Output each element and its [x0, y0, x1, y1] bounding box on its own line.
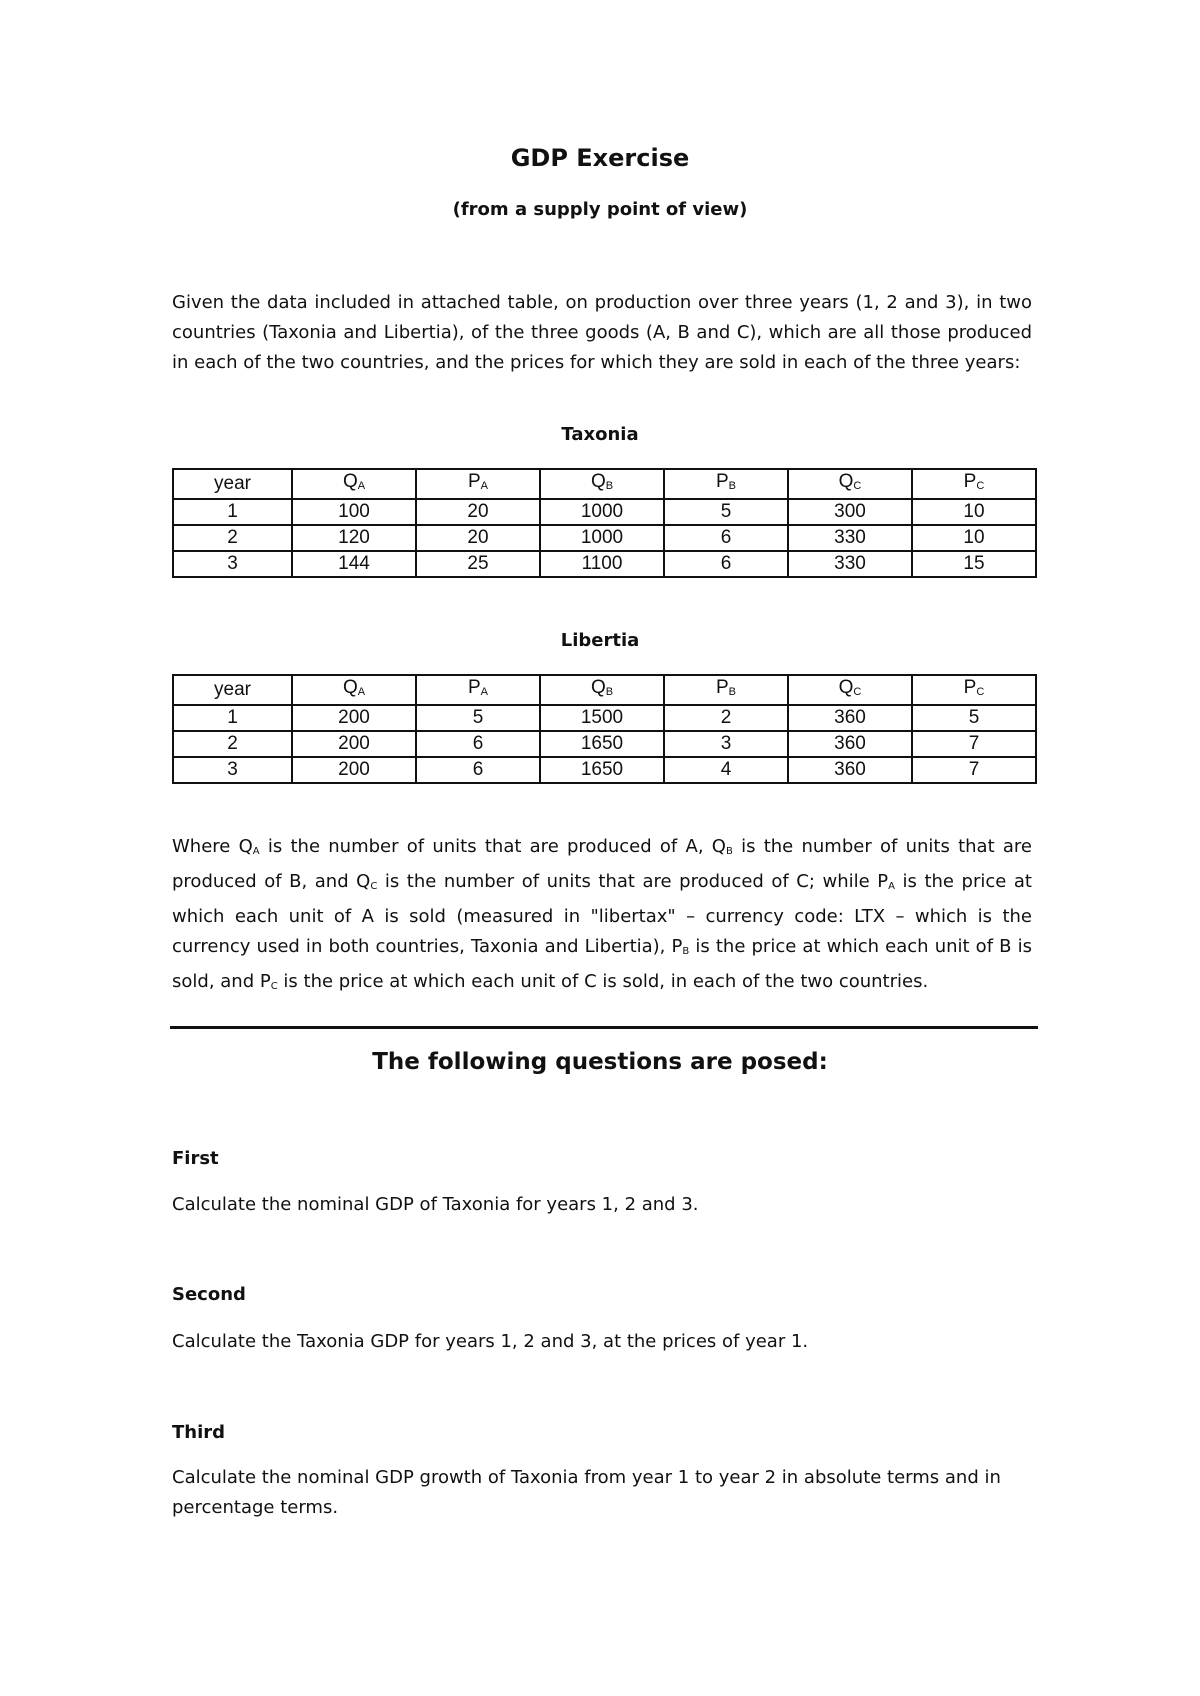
table-cell: 4: [664, 757, 788, 783]
table-cell: 5: [912, 705, 1036, 731]
table-cell: 6: [664, 525, 788, 551]
definitions-paragraph: [172, 832, 1032, 1002]
column-header: QB: [540, 469, 664, 499]
table-cell: 360: [788, 757, 912, 783]
column-header: PC: [912, 469, 1036, 499]
definitions-text: Where: [172, 836, 239, 857]
table-cell: 330: [788, 525, 912, 551]
table-header-row: [173, 469, 1036, 499]
question-text-first: Calculate the nominal GDP of Taxonia for years 1, 2 and 3.: [172, 1194, 699, 1215]
column-header: PA: [416, 675, 540, 705]
table-cell: 6: [416, 731, 540, 757]
table-cell: 360: [788, 705, 912, 731]
column-header: QC: [788, 675, 912, 705]
definitions-text: is the number of units that are produced of C; while: [377, 871, 878, 892]
table-cell: 1650: [540, 757, 664, 783]
table-cell: 2: [173, 731, 292, 757]
table-cell: 6: [416, 757, 540, 783]
table-cell: 360: [788, 731, 912, 757]
table-row: [173, 705, 1036, 731]
document-subtitle: (from a supply point of view): [452, 199, 748, 220]
section-divider: [170, 1026, 1038, 1029]
column-header: QC: [788, 469, 912, 499]
table-cell: 100: [292, 499, 416, 525]
question-label-third: Third: [172, 1422, 226, 1443]
table-cell: 7: [912, 731, 1036, 757]
table-cell: 25: [416, 551, 540, 577]
table-row: [173, 731, 1036, 757]
column-header: PB: [664, 469, 788, 499]
table-cell: 5: [416, 705, 540, 731]
symbol-qc: $Q_C$: [356, 871, 378, 892]
taxonia-table: [172, 468, 1037, 578]
table-cell: 144: [292, 551, 416, 577]
table-cell: 3: [664, 731, 788, 757]
column-header: PA: [416, 469, 540, 499]
libertia-table-header: [173, 675, 1036, 705]
table-row: [173, 757, 1036, 783]
taxonia-table-header: [173, 469, 1036, 499]
table-header-row: [173, 675, 1036, 705]
table-cell: 1100: [540, 551, 664, 577]
questions-heading: The following questions are posed:: [372, 1049, 828, 1075]
taxonia-table-title: Taxonia: [561, 424, 639, 445]
symbol-qb: $Q_B$: [711, 836, 733, 857]
symbol-pb: $P_B$: [671, 936, 690, 957]
column-header: year: [173, 675, 292, 705]
table-row: [173, 525, 1036, 551]
libertia-table-title: Libertia: [560, 630, 640, 651]
table-cell: 1650: [540, 731, 664, 757]
definitions-text: is the price at which each unit of C is sold, in each of the two countries.: [277, 971, 929, 992]
table-cell: 330: [788, 551, 912, 577]
question-label-second: Second: [172, 1284, 246, 1305]
table-cell: 10: [912, 499, 1036, 525]
table-cell: 6: [664, 551, 788, 577]
table-cell: 1500: [540, 705, 664, 731]
intro-paragraph: Given the data included in attached table, on production over three years (1, 2 and 3), in two countries (Taxonia and Libertia), of the three goods (A, B and C), which are all those produced in each of the two countries, and the prices for which they are sold in each of the three years:: [172, 292, 1032, 373]
table-cell: 1: [173, 499, 292, 525]
column-header: year: [173, 469, 292, 499]
table-cell: 1000: [540, 525, 664, 551]
definitions-text: is the number of units that are produced of A,: [259, 836, 712, 857]
table-cell: 2: [664, 705, 788, 731]
libertia-table-body: [173, 705, 1036, 783]
table-cell: 5: [664, 499, 788, 525]
table-cell: 20: [416, 525, 540, 551]
table-cell: 3: [173, 757, 292, 783]
definitions-text: is the price at which each unit of B is sold, and: [172, 936, 1032, 992]
taxonia-table-body: [173, 499, 1036, 577]
table-cell: 10: [912, 525, 1036, 551]
column-header: PB: [664, 675, 788, 705]
table-cell: 200: [292, 705, 416, 731]
table-cell: 300: [788, 499, 912, 525]
table-row: [173, 499, 1036, 525]
column-header: QB: [540, 675, 664, 705]
column-header: QA: [292, 675, 416, 705]
symbol-pc: $P_C$: [259, 971, 278, 992]
table-cell: 200: [292, 731, 416, 757]
question-text-third: Calculate the nominal GDP growth of Taxonia from year 1 to year 2 in absolute terms and in percentage terms.: [172, 1467, 1001, 1518]
table-cell: 200: [292, 757, 416, 783]
document-title: GDP Exercise: [510, 144, 690, 172]
symbol-qa: $Q_A$: [238, 836, 260, 857]
question-text-second: Calculate the Taxonia GDP for years 1, 2 and 3, at the prices of year 1.: [172, 1331, 809, 1352]
symbol-pa: $P_A$: [877, 871, 895, 892]
table-cell: 20: [416, 499, 540, 525]
table-cell: 2: [173, 525, 292, 551]
table-cell: 7: [912, 757, 1036, 783]
table-cell: 1: [173, 705, 292, 731]
definitions-text: is the price at which each unit of A is sold (measured in "libertax" – currency code: LTX – which is the currency used in both countries, Taxonia and Libertia),: [172, 871, 1032, 957]
libertia-table: [172, 674, 1037, 784]
table-cell: 1000: [540, 499, 664, 525]
column-header: PC: [912, 675, 1036, 705]
definitions-text: is the number of units that are produced of B, and: [172, 836, 1032, 892]
question-label-first: First: [172, 1148, 219, 1169]
table-cell: 3: [173, 551, 292, 577]
table-cell: 120: [292, 525, 416, 551]
column-header: QA: [292, 469, 416, 499]
table-row: [173, 551, 1036, 577]
table-cell: 15: [912, 551, 1036, 577]
